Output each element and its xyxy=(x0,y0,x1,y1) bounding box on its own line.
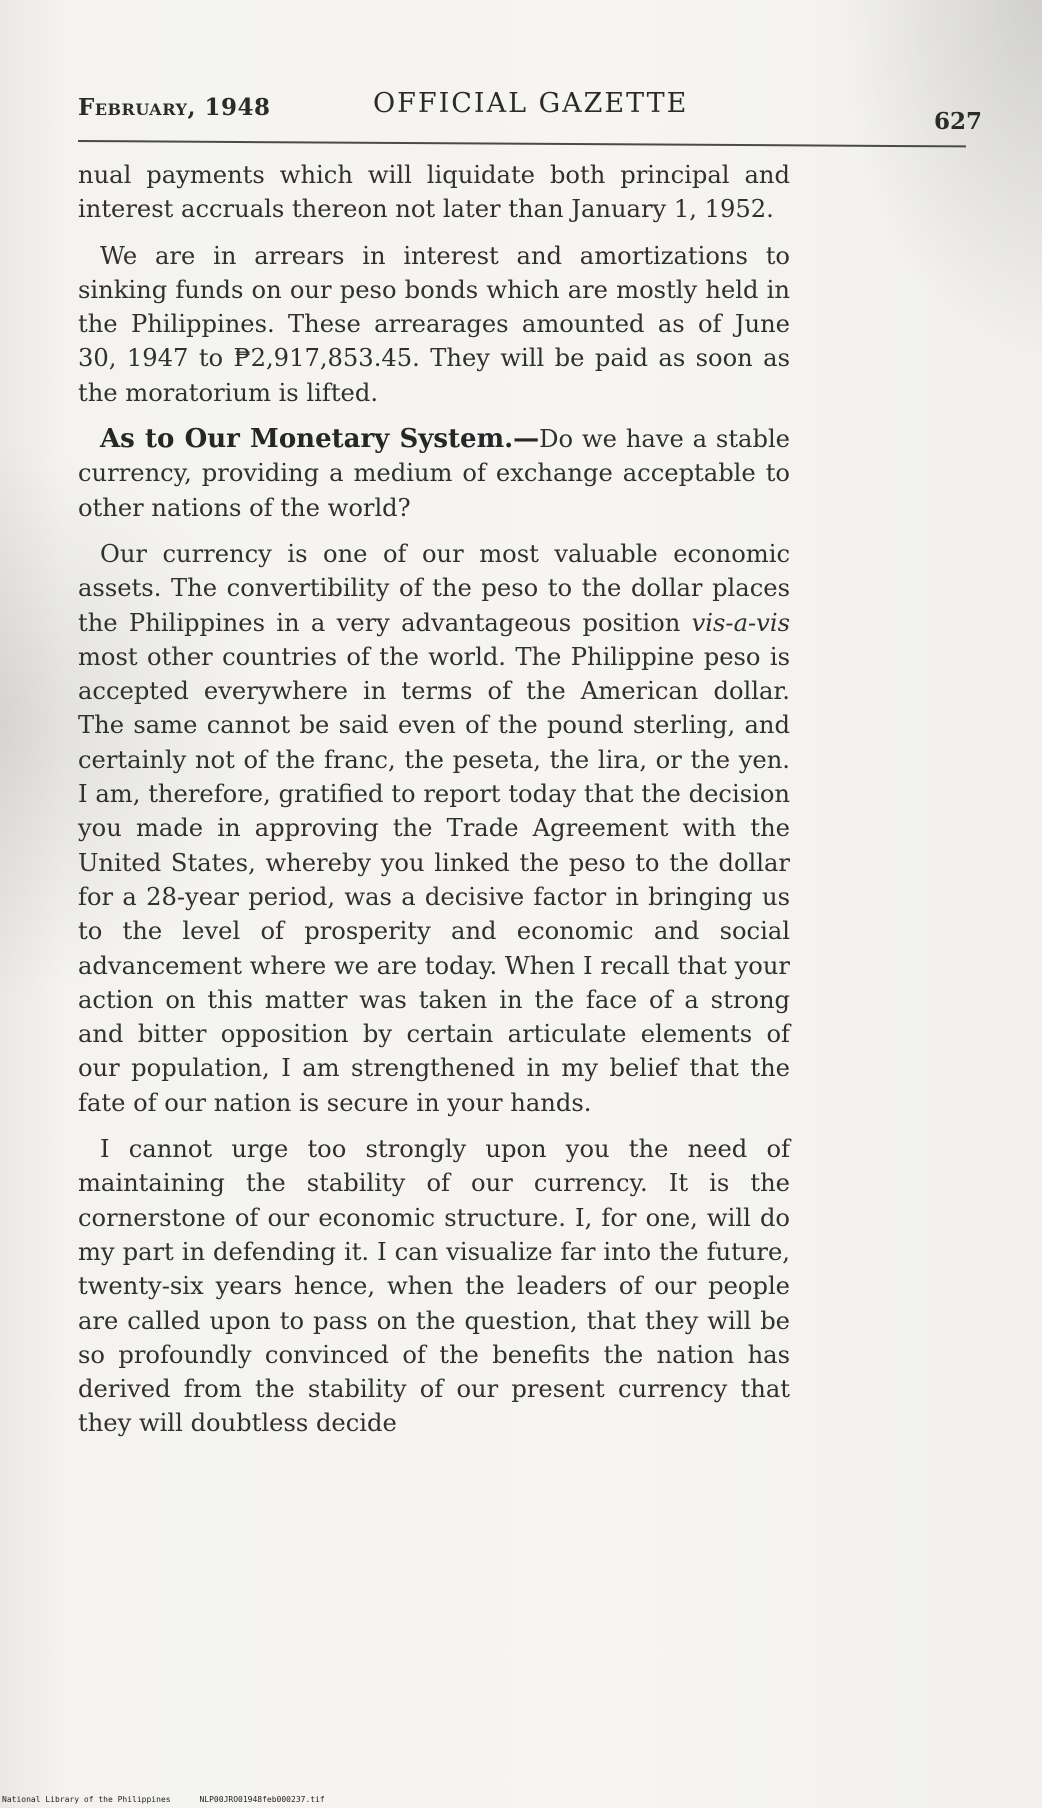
footer-filename: NLP00JRO01948feb000237.tif xyxy=(199,1795,325,1804)
paragraph-currency xyxy=(78,537,790,1120)
paragraph-continuation: nual payments which will liquidate both principal and interest accruals thereon not later than January 1, 1952. xyxy=(78,161,790,224)
section-heading: As to Our Monetary System.— xyxy=(100,424,540,455)
italic-term: vis-a-vis xyxy=(691,608,790,637)
header-date: February, 1948 xyxy=(78,94,271,121)
header-title: OFFICIAL GAZETTE xyxy=(373,88,689,119)
scan-footer xyxy=(2,1795,325,1804)
paragraph-monetary-system xyxy=(78,422,790,525)
paragraph-arrears: We are in arrears in interest and amortizations to sinking funds on our peso bonds which are mostly held in the Philippines. These arrearages amounted as of June 30, 1947 to ₱2,917,853.45. They will be paid as soon as the moratorium is lifted. xyxy=(78,241,790,407)
header-rule xyxy=(78,140,966,147)
paragraph-currency-text-a: Our currency is one of our most valuable economic assets. The convertibility of the peso to the dollar places the Philippines in a very advantageous position xyxy=(78,539,790,637)
article-body xyxy=(78,158,790,1453)
paragraph-stability: I cannot urge too strongly upon you the need of maintaining the stability of our currency. It is the cornerstone of our economic structure. I, for one, will do my part in defending it. I can visualize far into the future, twenty-six years hence, when the leaders of our people are called upon to pass on the question, that they will be so profoundly convinced of the benefits the nation has derived from the stability of our present currency that they will doubtless decide xyxy=(78,1135,790,1438)
paragraph-currency-text-b: most other countries of the world. The Philippine peso is accepted everywhere in terms of the American dollar. The same cannot be said even of the pound sterling, and certainly not of the franc, the peseta, the lira, or the yen. I am, therefore, gratified to report today that the decision you made in approving the Trade Agreement with the United States, whereby you linked the peso to the dollar for a 28-year period, was a decisive factor in bringing us to the level of prosperity and economic and social advancement where we are today. When I recall that your action on this matter was taken in the face of a strong and bitter opposition by certain articulate elements of our population, I am strengthened in my belief that the fate of our nation is secure in your hands. xyxy=(78,642,790,1117)
section-heading-text: Do we have a stable currency, providing a medium of exchange acceptable to other nations of the world? xyxy=(78,425,790,522)
page-header xyxy=(78,82,983,135)
page-number: 627 xyxy=(934,108,983,135)
footer-library: National Library of the Philippines xyxy=(2,1795,171,1804)
